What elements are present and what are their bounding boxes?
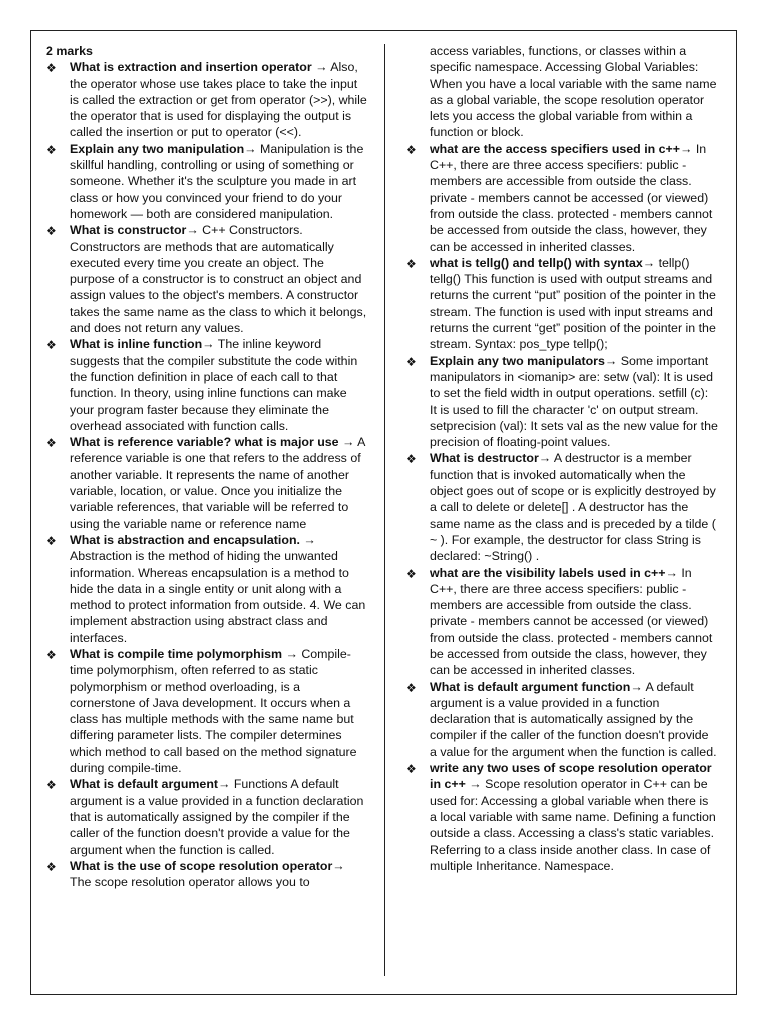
question-text: What is inline function→ [70, 337, 215, 352]
answer-text: Scope resolution operator in C++ can be used for: Accessing a global variable when there is a local variable with same name. Defining a function outside a class. Accessing a class's static variables. Referring to a class inside another class. In case of multiple Inheritance. Namespace. [430, 777, 716, 873]
diamond-bullet-icon: ❖ [46, 224, 57, 239]
qa-item [406, 450, 718, 564]
qa-item [46, 532, 367, 646]
qa-item [46, 222, 367, 336]
left-column [46, 43, 367, 890]
question-text: Explain any two manipulation→ [70, 141, 257, 156]
qa-item [46, 646, 367, 776]
diamond-bullet-icon: ❖ [46, 647, 57, 662]
answer-text: Manipulation is the skillful handling, controlling or using of something or someone. Whether it's the sculpture you made in art class or how you convinced your friend to do your homework — both are considered manipulation. [70, 141, 364, 221]
diamond-bullet-icon: ❖ [46, 142, 57, 157]
diamond-bullet-icon: ❖ [406, 256, 417, 271]
answer-text: A default argument is a value provided in a function declaration that is automatically assigned by the compiler if the caller of the function doesn't provide a value for the argument when the function is called. [430, 679, 717, 759]
diamond-bullet-icon: ❖ [46, 338, 57, 353]
question-text: what are the visibility labels used in c++→ [430, 565, 678, 580]
diamond-bullet-icon: ❖ [406, 680, 417, 695]
qa-item [406, 255, 718, 353]
diamond-bullet-icon: ❖ [46, 533, 57, 548]
question-text: What is default argument function→ [430, 679, 643, 694]
continued-answer: access variables, functions, or classes within a specific namespace. Accessing Global Variables: When you have a local variable with the same name as a global variable, the scope resolution operator lets you access the global variable from within a function or block. [430, 44, 717, 140]
qa-item [406, 760, 718, 874]
answer-text: Some important manipulators in <iomanip> are: setw (val): It is used to set the field width in output operations. setfill (c): It is used to fill the character 'c' on output stream. setprecision (val): It sets val as the new value for the precision of floating-point values. [430, 353, 718, 450]
answer-text: A destructor is a member function that is invoked automatically when the object goes out of scope or is explicitly destroyed by a call to delete or delete[] . A destructor has the same name as the class and is preceded by a tilde ( ~ ). For example, the destructor for class String is declared: ~String() . [430, 451, 716, 564]
section-heading: 2 marks [46, 44, 93, 58]
answer-text: Compile-time polymorphism, often referred to as static polymorphism or method overloading, is a cornerstone of Java development. It occurs when a class has multiple methods with the same name but differing parameter lists. The compiler determines which method to call based on the method signature during compile-time. [70, 646, 357, 776]
answer-text: Also, the operator whose use takes place to take the input is called the extraction or get from operator (>>), while the operator that is used for displaying the output is called the insertion or put to operator (<<). [70, 60, 367, 140]
question-text: what is tellg() and tellp() with syntax→ [430, 255, 656, 270]
diamond-bullet-icon: ❖ [406, 354, 417, 369]
diamond-bullet-icon: ❖ [46, 859, 57, 874]
qa-item [406, 565, 718, 679]
question-text: What is compile time polymorphism → [70, 646, 298, 661]
diamond-bullet-icon: ❖ [46, 778, 57, 793]
qa-item [46, 141, 367, 222]
right-qa-list [406, 141, 718, 874]
question-text: What is constructor→ [70, 223, 199, 238]
qa-item [46, 776, 367, 857]
question-text: What is default argument→ [70, 777, 231, 792]
answer-text: A reference variable is one that refers to the address of another variable. It represents the name of another variable, location, or value. Once you initialize the variable references, that variable will be referred to using the variable name or reference name [70, 435, 365, 531]
question-text: what are the access specifiers used in c++→ [430, 141, 693, 156]
question-text: What is destructor→ [430, 451, 552, 466]
qa-item [46, 434, 367, 532]
qa-item [46, 59, 367, 140]
answer-text: The scope resolution operator allows you to [70, 875, 310, 890]
diamond-bullet-icon: ❖ [406, 142, 417, 157]
qa-item [406, 353, 718, 451]
diamond-bullet-icon: ❖ [406, 762, 417, 777]
answer-text: In C++, there are three access specifiers: public - members are accessible from outside the class. private - members cannot be accessed (or viewed) from outside the class. protected - members cannot be accessed from outside the class, however, they can be accessed in inherited classes. [430, 141, 713, 254]
qa-item [406, 141, 718, 255]
question-text: Explain any two manipulators→ [430, 353, 618, 368]
answer-text: tellp() tellg() This function is used with output streams and returns the current “put” position of the pointer in the stream. The function is used with input streams and returns the current “get” position of the pointer in the stream. Syntax: pos_type tellp(); [430, 255, 716, 352]
diamond-bullet-icon: ❖ [46, 61, 57, 76]
right-column [406, 43, 718, 874]
question-text: What is extraction and insertion operator → [70, 60, 328, 75]
left-qa-list [46, 59, 367, 890]
answer-text: The inline keyword suggests that the compiler substitute the code within the function definition in place of each call to that function. In theory, using inline functions can make your program faster because they eliminate the overhead associated with function calls. [70, 337, 358, 433]
qa-item [406, 679, 718, 760]
question-text: What is the use of scope resolution operator→ [70, 858, 345, 873]
answer-text: In C++, there are three access specifiers: public - members are accessible from outside the class. private - members cannot be accessed (or viewed) from outside the class. protected - members cannot be accessed from outside the class, however, they can be accessed in inherited classes. [430, 565, 713, 678]
question-text: What is abstraction and encapsulation. → [70, 532, 316, 547]
column-divider [384, 44, 385, 976]
qa-item [46, 336, 367, 434]
diamond-bullet-icon: ❖ [46, 436, 57, 451]
question-text: What is reference variable? what is major use → [70, 435, 355, 450]
qa-item [46, 858, 367, 891]
answer-text: Abstraction is the method of hiding the unwanted information. Whereas encapsulation is a method to hide the data in a single entity or unit along with a method to protect information from outside. 4. We can implement abstraction using abstract class and interfaces. [70, 549, 366, 645]
diamond-bullet-icon: ❖ [406, 566, 417, 581]
diamond-bullet-icon: ❖ [406, 452, 417, 467]
answer-text: Functions A default argument is a value provided in a function declaration that is automatically assigned by the compiler if the caller of the function doesn't provide a value for the argument when the function is called. [70, 777, 364, 857]
answer-text: C++ Constructors. Constructors are methods that are automatically executed every time you create an object. The purpose of a constructor is to construct an object and assign values to the object's members. A constructor takes the same name as the class to which it belongs, and does not return any values. [70, 223, 367, 336]
question-text: write any two uses of scope resolution operator in c++ → [430, 761, 712, 792]
